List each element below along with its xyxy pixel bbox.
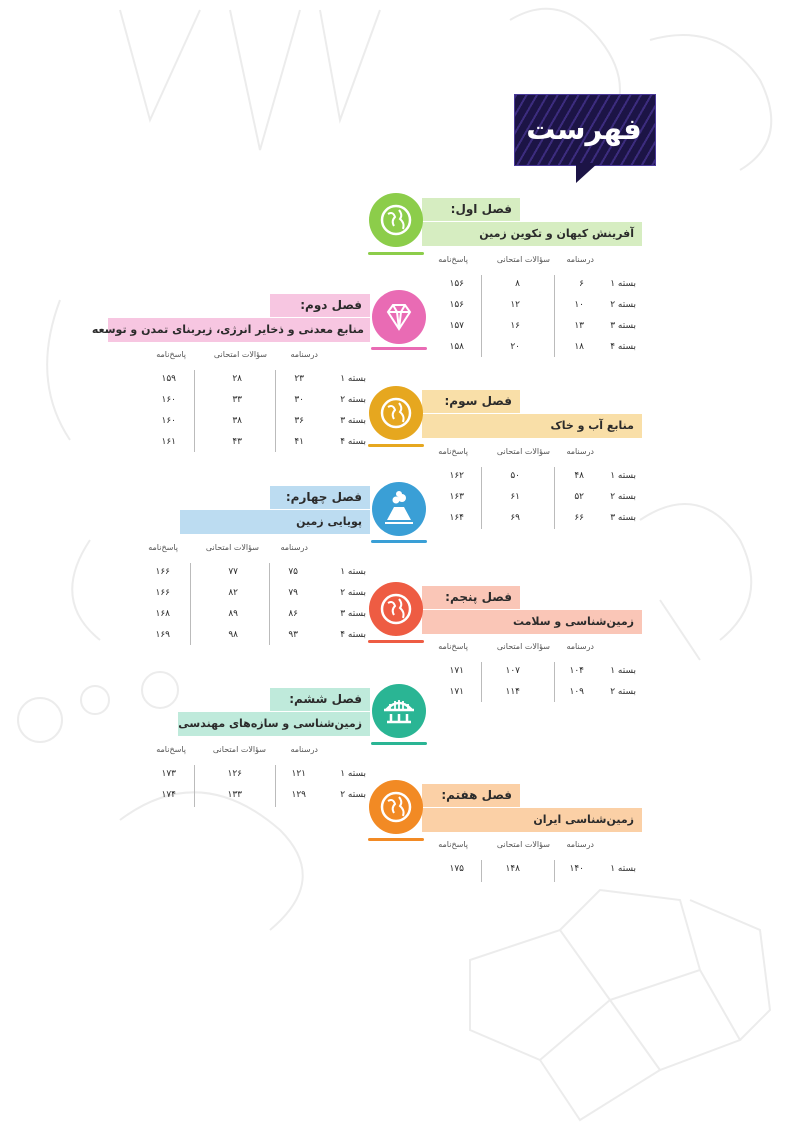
header-answers: پاسخ‌نامه — [148, 543, 178, 552]
globe-icon — [369, 193, 423, 247]
chapter-label: فصل ششم: — [289, 692, 362, 706]
row-lesson: ۱۰۴ — [569, 666, 584, 676]
header-lesson: درسنامه — [290, 350, 318, 359]
row-questions: ۳۸ — [232, 416, 242, 426]
row-pack: بسته ۲ — [610, 492, 636, 502]
chapter-6-table — [145, 745, 370, 807]
row-answers: ۱۶۳ — [449, 492, 464, 502]
row-lesson: ۱۲۹ — [291, 790, 306, 800]
chapter-name: منابع معدنی و ذخایر انرژی، زیربنای تمدن و توسعه — [91, 323, 364, 336]
row-lesson: ۶۶ — [574, 513, 584, 523]
chapter-label: فصل سوم: — [444, 394, 512, 408]
header-questions: سؤالات امتحانی — [496, 840, 550, 849]
row-answers: ۱۵۷ — [449, 321, 464, 331]
row-lesson: ۴۱ — [294, 437, 304, 447]
row-pack: بسته ۴ — [340, 437, 366, 447]
row-questions: ۱۲۶ — [227, 769, 242, 779]
row-questions: ۳۳ — [232, 395, 242, 405]
row-answers: ۱۷۱ — [449, 666, 464, 676]
header-answers: پاسخ‌نامه — [438, 642, 468, 651]
chapter-label: فصل دوم: — [300, 298, 362, 312]
row-lesson: ۱۳ — [574, 321, 584, 331]
bridge-icon — [372, 684, 426, 738]
row-questions: ۸۲ — [228, 588, 238, 598]
row-lesson: ۴۸ — [574, 471, 584, 481]
row-answers: ۱۶۶ — [155, 588, 170, 598]
row-answers: ۱۶۸ — [155, 609, 170, 619]
chapter-name: زمین‌شناسی و سازه‌های مهندسی — [178, 717, 362, 730]
diamond-icon — [372, 290, 426, 344]
header-questions: سؤالات امتحانی — [496, 642, 550, 651]
row-lesson: ۱۰ — [574, 300, 584, 310]
row-questions: ۱۳۳ — [227, 790, 242, 800]
row-lesson: ۳۰ — [294, 395, 304, 405]
row-pack: بسته ۱ — [610, 471, 636, 481]
chapter-5-table — [420, 642, 640, 704]
header-questions: سؤالات امتحانی — [496, 255, 550, 264]
row-lesson: ۱۸ — [574, 342, 584, 352]
row-answers: ۱۵۸ — [449, 342, 464, 352]
header-questions: سؤالات امتحانی — [496, 447, 550, 456]
header-answers: پاسخ‌نامه — [438, 447, 468, 456]
header-lesson: درسنامه — [566, 840, 594, 849]
header-questions: سؤالات امتحانی — [212, 745, 266, 754]
row-questions: ۱۲ — [510, 300, 520, 310]
page-title: فهرست — [526, 112, 642, 146]
row-pack: بسته ۳ — [340, 416, 366, 426]
row-pack: بسته ۲ — [340, 588, 366, 598]
chapter-label: فصل اول: — [450, 202, 512, 216]
row-questions: ۱۶ — [510, 321, 520, 331]
row-answers: ۱۶۴ — [449, 513, 464, 523]
row-lesson: ۱۰۹ — [569, 687, 584, 697]
row-answers: ۱۶۲ — [449, 471, 464, 481]
row-lesson: ۱۴۰ — [569, 864, 584, 874]
row-questions: ۱۰۷ — [505, 666, 520, 676]
row-pack: بسته ۱ — [610, 666, 636, 676]
row-answers: ۱۵۶ — [449, 279, 464, 289]
chapter-label: فصل پنجم: — [445, 590, 512, 604]
header-lesson: درسنامه — [566, 255, 594, 264]
row-lesson: ۲۳ — [294, 374, 304, 384]
volcano-icon — [372, 482, 426, 536]
row-pack: بسته ۱ — [610, 864, 636, 874]
row-pack: بسته ۳ — [610, 321, 636, 331]
row-questions: ۴۳ — [232, 437, 242, 447]
header-lesson: درسنامه — [290, 745, 318, 754]
row-questions: ۲۰ — [510, 342, 520, 352]
row-lesson: ۷۹ — [288, 588, 298, 598]
row-questions: ۸۹ — [228, 609, 238, 619]
row-questions: ۱۴۸ — [505, 864, 520, 874]
row-answers: ۱۶۰ — [161, 395, 176, 405]
row-pack: بسته ۱ — [340, 769, 366, 779]
header-lesson: درسنامه — [566, 642, 594, 651]
row-pack: بسته ۱ — [340, 567, 366, 577]
row-lesson: ۸۶ — [288, 609, 298, 619]
row-answers: ۱۷۱ — [449, 687, 464, 697]
header-answers: پاسخ‌نامه — [156, 745, 186, 754]
row-pack: بسته ۳ — [610, 513, 636, 523]
row-questions: ۶۱ — [510, 492, 520, 502]
chapter-name: منابع آب و خاک — [550, 419, 634, 432]
chapter-name: زمین‌شناسی ایران — [533, 813, 634, 826]
row-answers: ۱۷۵ — [449, 864, 464, 874]
row-lesson: ۱۲۱ — [291, 769, 306, 779]
row-questions: ۱۱۴ — [505, 687, 520, 697]
chapter-name: زمین‌شناسی و سلامت — [512, 615, 634, 628]
row-answers: ۱۶۹ — [155, 630, 170, 640]
row-answers: ۱۷۴ — [161, 790, 176, 800]
row-pack: بسته ۳ — [340, 609, 366, 619]
chapter-1-table — [420, 255, 640, 355]
header-lesson: درسنامه — [566, 447, 594, 456]
row-pack: بسته ۴ — [610, 342, 636, 352]
globe-icon — [369, 386, 423, 440]
chapter-label: فصل هفتم: — [441, 788, 512, 802]
chapter-label: فصل چهارم: — [285, 490, 362, 504]
row-questions: ۵۰ — [510, 471, 520, 481]
header-answers: پاسخ‌نامه — [438, 255, 468, 264]
row-answers: ۱۵۶ — [449, 300, 464, 310]
row-answers: ۱۷۳ — [161, 769, 176, 779]
title-banner-tail — [576, 163, 598, 183]
row-pack: بسته ۱ — [340, 374, 366, 384]
row-questions: ۶۹ — [510, 513, 520, 523]
header-answers: پاسخ‌نامه — [156, 350, 186, 359]
row-lesson: ۷۵ — [288, 567, 298, 577]
row-questions: ۹۸ — [228, 630, 238, 640]
header-questions: سؤالات امتحانی — [213, 350, 267, 359]
row-lesson: ۵۲ — [574, 492, 584, 502]
chapter-name: پویایی زمین — [296, 515, 362, 528]
row-questions: ۷۷ — [228, 567, 238, 577]
row-lesson: ۳۶ — [294, 416, 304, 426]
row-answers: ۱۶۶ — [155, 567, 170, 577]
row-pack: بسته ۲ — [610, 300, 636, 310]
chapter-4-table — [145, 543, 370, 643]
row-lesson: ۹۳ — [288, 630, 298, 640]
header-lesson: درسنامه — [280, 543, 308, 552]
row-questions: ۲۸ — [232, 374, 242, 384]
row-answers: ۱۶۱ — [161, 437, 176, 447]
row-questions: ۸ — [515, 279, 520, 289]
row-pack: بسته ۲ — [340, 790, 366, 800]
row-lesson: ۶ — [579, 279, 584, 289]
row-pack: بسته ۴ — [340, 630, 366, 640]
chapter-3-table — [420, 447, 640, 527]
globe-icon — [369, 780, 423, 834]
row-answers: ۱۶۰ — [161, 416, 176, 426]
chapter-2-table — [145, 350, 370, 450]
chapter-7-table — [420, 840, 640, 884]
row-pack: بسته ۱ — [610, 279, 636, 289]
globe-icon — [369, 582, 423, 636]
row-pack: بسته ۲ — [340, 395, 366, 405]
chapter-name: آفرینش کیهان و تکوین زمین — [479, 227, 634, 240]
row-pack: بسته ۲ — [610, 687, 636, 697]
header-answers: پاسخ‌نامه — [438, 840, 468, 849]
row-answers: ۱۵۹ — [161, 374, 176, 384]
header-questions: سؤالات امتحانی — [205, 543, 259, 552]
